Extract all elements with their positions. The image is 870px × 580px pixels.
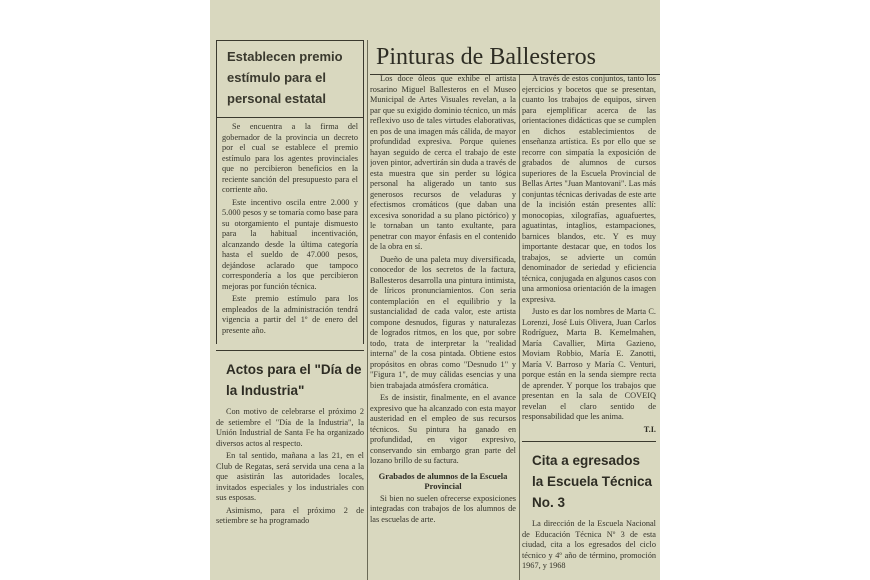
- paragraph: Si bien no suelen ofrecerse exposiciones integradas con trabajos de los alumnos de las escuelas de arte.: [370, 493, 516, 524]
- paragraph: En tal sentido, mañana a las 21, en el Club de Regatas, será servida una cena a la que asistirán las autoridades locales, invitados especiales y los industriales con sus esposas.: [216, 451, 364, 502]
- article-headline: Establecen premio estímulo para el personal estatal: [216, 40, 364, 118]
- newspaper-page: [210, 0, 660, 580]
- column-right: [522, 74, 656, 580]
- column-left: [216, 40, 364, 580]
- divider: [522, 441, 656, 442]
- paragraph: Justo es dar los nombres de Marta C. Lorenzi, José Luis Olivera, Juan Carlos Rodríguez, Marta B. Kemelmahen, María Cavallier, Mirta Gazieno, Moviam Robbio, María E. Zanotti, María V. Barroso y María C. Venturi, porque están en la senda siempre recta de aprender. Y porque los trabajos que presentan en la sala de COVEIQ revelan el claro sentido de responsabilidad que les anima.: [522, 307, 656, 421]
- paragraph: Es de insistir, finalmente, en el avance expresivo que ha alcanzado con esta mayor austeridad en el empleo de sus recursos técnicos. Su pintura ha ganado en profundidad, en vigor expresivo, conservando sin embargo gran parte del lozano brillo de su factura.: [370, 393, 516, 465]
- paragraph: Dueño de una paleta muy diversificada, conocedor de los secretos de la factura, Ballesteros desarrolla una pintura intimista, de líricos pronunciamientos. Con seria contemplación en el equilibrio y la sustancialidad de cada valor, este artista compone desnudos, figuras y naturalezas de logrados ritmos, en los que, por sobre todo, trata de interpretar la "realidad interna" de la cosa pintada. Obtiene estos propósitos en obras como "Desnudo 1" y "Figura 1", de muy cálidas esencias y una bien trabajada atmósfera cromática.: [370, 254, 516, 390]
- subheading: Grabados de alumnos de la Escuela Provincial: [378, 470, 508, 491]
- paragraph: Los doce óleos que exhibe el artista rosarino Miguel Ballesteros en el Museo Municipal de Artes Visuales revelan, a la par que su exigido dominio técnico, un más reflexivo uso de tales virtudes elaborativas, en pos de una imagen más cálida, de mayor profundidad expresiva. Porque quienes hayan seguido de cerca el trabajo de este joven pintor, advertirán sin duda a través de esta muestra que sin perder su lógica personal ha aligerado un tanto sus generosos recursos de veladuras y efectismos cromáticos (que daban una excesiva sonoridad a su plano pictórico) y le tornaban un tanto exultante, para penetrar con mayor énfasis en el contenido de la obra en sí.: [370, 74, 516, 251]
- signature: T.I.: [643, 424, 656, 434]
- article-body: [216, 118, 364, 344]
- column-rule: [367, 40, 368, 580]
- paragraph: La dirección de la Escuela Nacional de Educación Técnica Nº 3 de esta ciudad, cita a los egresados del ciclo técnico y 4º año de término, promoción 1967, y 1968: [522, 519, 656, 570]
- paragraph: Asimismo, para el próximo 2 de setiembre se ha programado: [216, 505, 364, 525]
- paragraph: Este incentivo oscila entre 2.000 y 5.000 pesos y se tomaría como base para su otorgamiento el puntaje dismuesto para la habitual incentivación, alcanzando desde la última categoría hasta el sueldo de 47.000 pesos, dejándose aclarado que tampoco correspondería a los que percibieron mejoras por función técnica.: [222, 197, 358, 291]
- paragraph: Este premio estímulo para los empleados de la administración tendrá vigencia a partir del 1º de enero del presente año.: [222, 294, 358, 335]
- paragraph: A través de estos conjuntos, tanto los ejercicios y bocetos que se presentan, cuanto los trabajos de equipos, sirven para ejemplificar acerca de las orientaciones didácticas que se cumplen en dichos establecimientos de enseñanza artística. Es por ello que se recorre con simpatía la exposición de grabados de alumnos de cursos superiores de la Escuela Provincial de Bellas Artes "Juan Mantovani". Las más conjuntas técnicas derivadas de este arte de la incisión están presentes allí: monocopias, xilografías, aguafuertes, aguatintas, intaglios, estampaciones, barnices blandos, etc. Y es muy importante destacar que, en todos los trabajos, se advierte un común denominador de seriedad y eficiencia técnica, conjugada en algunos casos con una armoniosa orientación de la imagen expresiva.: [522, 74, 656, 304]
- article-headline: Cita a egresados la Escuela Técnica No. 3: [532, 453, 653, 510]
- divider: [216, 350, 364, 351]
- column-rule: [519, 74, 520, 580]
- article-headline: Actos para el "Día de la Industria": [226, 362, 362, 398]
- paragraph: Se encuentra a la firma del gobernador de la provincia un decreto por el cual se establece el premio estímulo para los agentes provinciales que no percibieron beneficios en la reciente sanción del presupuesto para el corriente año.: [222, 122, 358, 194]
- article-headline: Pinturas de Ballesteros: [370, 42, 660, 75]
- paragraph: Con motivo de celebrarse el próximo 2 de setiembre el "Día de la Industria", la Unión Industrial de Santa Fe ha organizado diversos actos al respecto.: [216, 407, 364, 448]
- column-middle: [370, 74, 516, 580]
